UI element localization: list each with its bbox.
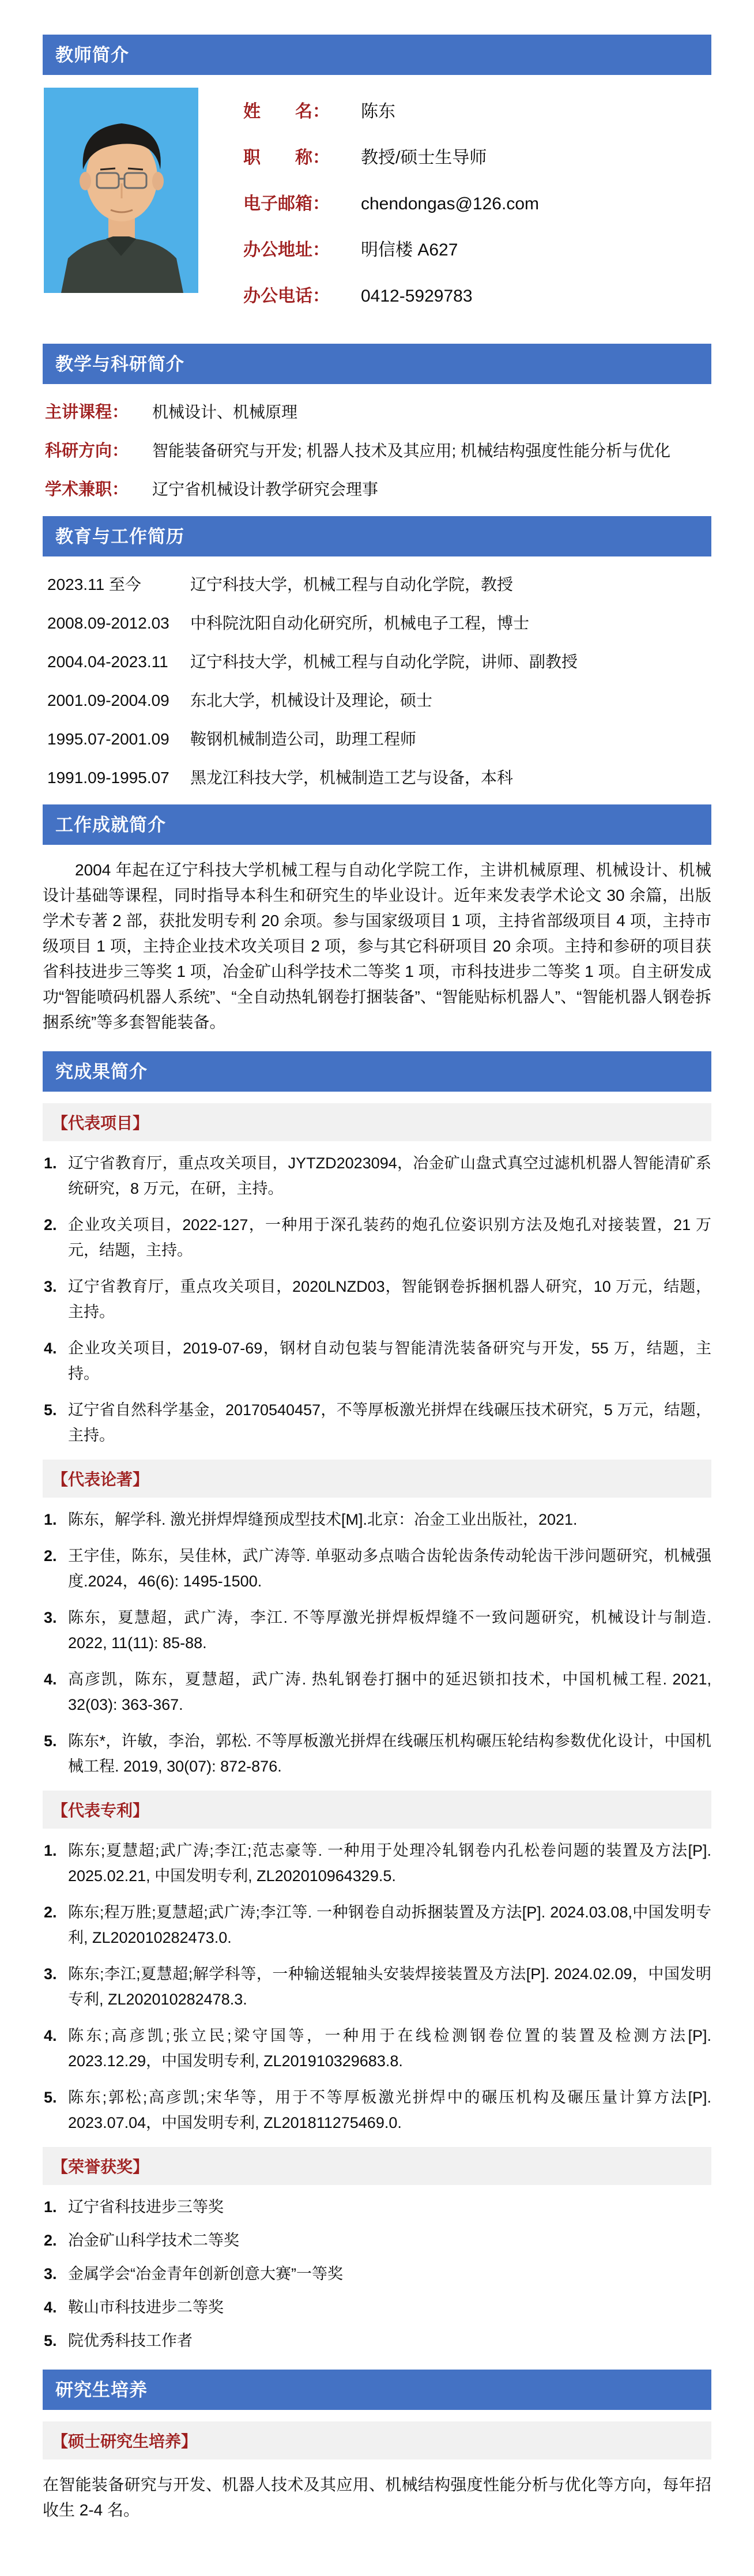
section-bar-education-history [43,516,711,556]
publications-list [43,1507,711,1779]
subsection-representative-publications [43,1460,711,1498]
history-row [47,649,711,672]
project-item: 辽宁省教育厅，重点攻关项目，JYTZD2023094，冶金矿山盘式真空过滤机机器人智能清矿系统研究，8 万元，在研，主持。 [68,1155,711,1197]
field-label: 职 称： [243,148,330,167]
row-value: 机械设计、机械原理 [152,403,298,421]
subsection-master-training [43,2421,711,2460]
award-item: 院优秀科技工作者 [68,2332,193,2349]
portrait-illustration [44,88,198,293]
teaching-row-courses [45,399,711,423]
section-bar-graduate-training [43,2370,711,2410]
award-item: 冶金矿山科学技术二等奖 [68,2232,239,2249]
award-item: 金属学会“冶金青年创新创意大赛”一等奖 [68,2265,343,2282]
patent-item: 陈东;程万胜;夏慧超;武广涛;李江等. 一种钢卷自动拆捆装置及方法[P]. 2024.03.08,中国发明专利, ZL202010282473.0. [68,1904,711,1946]
history-detail: 中科院沈阳自动化研究所，机械电子工程，博士 [190,614,530,632]
award-item: 辽宁省科技进步三等奖 [68,2198,224,2216]
row-label: 科研方向： [45,442,129,460]
profile-info [243,88,539,328]
page-content [43,35,711,2523]
patent-item: 陈东;李江;夏慧超;解学科等，一种输送辊轴头安装焊接装置及方法[P]. 2024.02.09，中国发明专利, ZL202010282478.3. [68,1965,711,2008]
history-period: 2004.04-2023.11 [47,653,168,671]
section-bar-research-results [43,1051,711,1092]
history-detail: 辽宁科技大学，机械工程与自动化学院，教授 [190,576,514,593]
publication-item: 陈东，解学科. 激光拼焊焊缝预成型技术[M].北京：冶金工业出版社，2021. [68,1511,578,1528]
history-detail: 东北大学，机械设计及理论，硕士 [190,691,433,709]
field-value: 明信楼 A627 [361,240,458,260]
field-label: 办公地址： [243,240,330,260]
history-detail: 辽宁科技大学，机械工程与自动化学院，讲师、副教授 [190,653,578,671]
patent-item: 陈东;郭松;高彦凯;宋华等，用于不等厚板激光拼焊中的碾压机构及碾压量计算方法[P]. 2023.07.04，中国发明专利, ZL201811275469.0. [68,2089,711,2131]
publication-item: 高彦凯，陈东，夏慧超，武广涛. 热轧钢卷打捆中的延迟锁扣技术，中国机械工程. 2021, 32(03): 363-367. [68,1671,711,1713]
award-item: 鞍山市科技进步二等奖 [68,2299,224,2316]
patent-item: 陈东;高彦凯;张立民;梁守国等，一种用于在线检测钢卷位置的装置及检测方法[P]. 2023.12.29，中国发明专利, ZL201910329683.8. [68,2027,711,2070]
subsection-representative-patents [43,1791,711,1829]
profile-field-email [243,189,539,215]
project-item: 辽宁省教育厅，重点攻关项目，2020LNZD03，智能钢卷拆捆机器人研究，10 万元，结题，主持。 [68,1278,711,1321]
row-value: 辽宁省机械设计教学研究会理事 [152,480,379,498]
section-bar-teaching-research [43,344,711,384]
profile-photo [44,88,198,293]
subsection-honors-awards [43,2147,711,2185]
history-row [47,688,711,711]
project-item: 企业攻关项目，2022-127，一种用于深孔装药的炮孔位姿识别方法及炮孔对接装置，21 万元，结题，主持。 [68,1216,711,1259]
graduate-paragraph: 在智能装备研究与开发、机器人技术及其应用、机械结构强度性能分析与优化等方向，每年招收生 2-4 名。 [43,2476,711,2519]
section-title: 研究生培养 [55,2380,148,2400]
history-period: 1995.07-2001.09 [47,730,169,748]
section-title: 教育与工作简历 [55,527,184,547]
section-bar-work-achievements [43,804,711,845]
history-row [47,611,711,634]
field-value: 教授/硕士生导师 [361,148,487,167]
profile-field-phone [243,281,539,307]
history-detail: 黑龙江科技大学，机械制造工艺与设备，本科 [190,769,514,787]
project-item: 企业攻关项目，2019-07-69，钢材自动包装与智能清洗装备研究与开发，55 万，结题，主持。 [68,1340,711,1382]
history-row [47,765,711,788]
history-row [47,727,711,750]
section-title: 教学与科研简介 [55,354,184,374]
awards-list [43,2194,711,2353]
subsection-title: 【代表专利】 [52,1802,149,1819]
field-label: 电子邮箱： [243,194,330,213]
patent-item: 陈东;夏慧超;武广涛;李江;范志豪等. 一种用于处理冷轧钢卷内孔松卷问题的装置及方法[P]. 2025.02.21, 中国发明专利, ZL202010964329.5. [68,1842,711,1885]
profile-field-office [243,235,539,261]
section-bar-teacher-intro [43,35,711,75]
history-period: 2008.09-2012.03 [47,614,169,632]
profile-block [44,88,711,328]
field-label: 办公电话： [243,287,330,306]
history-row [47,572,711,595]
profile-field-name [243,97,539,122]
patents-list [43,1838,711,2135]
history-detail: 鞍钢机械制造公司，助理工程师 [190,730,417,748]
field-value: 陈东 [361,102,395,121]
profile-field-title [243,143,539,168]
section-title: 教师简介 [55,45,129,65]
history-period: 1991.09-1995.07 [47,769,169,787]
publication-item: 王宇佳，陈东，吴佳林，武广涛等. 单驱动多点啮合齿轮齿条传动轮齿干涉问题研究，机械强度.2024，46(6): 1495-1500. [68,1547,711,1590]
history-period: 2001.09-2004.09 [47,691,169,709]
row-label: 学术兼职： [45,480,129,499]
projects-list [43,1150,711,1448]
section-title: 究成果简介 [55,1062,148,1082]
field-label: 姓 名： [243,102,330,121]
teaching-row-research-direction [45,438,711,461]
row-value: 智能装备研究与开发; 机器人技术及其应用; 机械结构强度性能分析与优化 [152,442,671,460]
row-label: 主讲课程： [45,403,129,422]
history-period: 2023.11 至今 [47,576,141,593]
subsection-representative-projects [43,1103,711,1141]
subsection-title: 【代表项目】 [52,1114,149,1132]
publication-item: 陈东*，许敏，李治，郭松. 不等厚板激光拼焊在线碾压机构碾压轮结构参数优化设计，中国机械工程. 2019, 30(07): 872-876. [68,1732,711,1775]
project-item: 辽宁省自然科学基金，20170540457，不等厚板激光拼焊在线碾压技术研究，5 万元，结题，主持。 [68,1401,711,1444]
achievements-paragraph: 2004 年起在辽宁科技大学机械工程与自动化学院工作，主讲机械原理、机械设计、机械设计基础等课程，同时指导本科生和研究生的毕业设计。近年来发表学术论文 30 余篇，出版学术专著 2 部，获批发明专利 20 余项。参与国家级项目 1 项，主持省部级项目 4 项，主持市级项目 1 项，主持企业技术攻关项目 2 项，参与其它科研项目 20 余项。主持和参研的项目获省科技进步三等奖 1 项，冶金矿山科学技术二等奖 1 项，市科技进步二等奖 1 项。自主研发成功“智能喷码机器人系统”、“全自动热轧钢卷打捆装备”、“智能贴标机器人”、“智能机器人钢卷拆捆系统”等多套智能装备。 [43,861,711,1031]
teaching-row-academic-posts [45,476,711,500]
subsection-title: 【硕士研究生培养】 [52,2432,198,2450]
subsection-title: 【代表论著】 [52,1471,149,1488]
field-value: 0412-5929783 [361,287,473,306]
subsection-title: 【荣誉获奖】 [52,2158,149,2176]
section-title: 工作成就简介 [55,815,166,835]
field-value: chendongas@126.com [361,194,539,213]
publication-item: 陈东，夏慧超，武广涛，李江. 不等厚激光拼焊板焊缝不一致问题研究，机械设计与制造. 2022, 11(11): 85-88. [68,1609,711,1652]
